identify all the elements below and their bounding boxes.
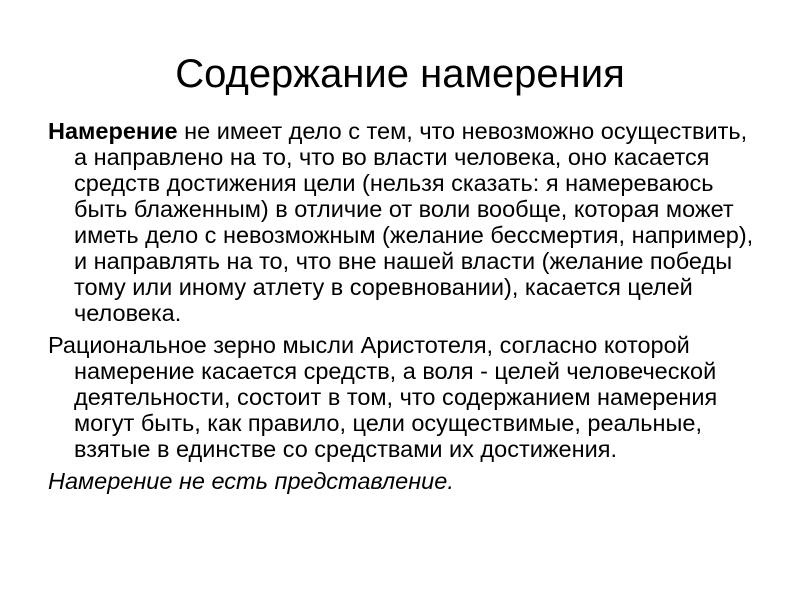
term-intention: Намерение <box>48 118 178 144</box>
paragraph-text: не имеет дело с тем, что невозможно осуществить, а направлено на то, что во власти человека, оно касается средств достижения цели (нельзя сказать: я намереваюсь быть блаженным) в отличие от воли вообще, которая может иметь дело с невозможным (желание бессмертия, например), и направлять на то, что вне нашей власти (желание победы тому или иному атлету в соревновании), касается целей человека. <box>74 118 754 326</box>
slide-title: Содержание намерения <box>175 52 625 96</box>
paragraph-text: Намерение не есть представление. <box>48 468 454 494</box>
paragraph-text: Рациональное зерно мысли Аристотеля, согласно которой намерение касается средств, а воля - целей человеческой деятельности, состоит в том, что содержанием намерения могут быть, как правило, цели осуществимые, реальные, взятые в единстве со средствами их достижения. <box>48 332 718 462</box>
paragraph-conclusion <box>48 468 760 494</box>
paragraph-aristotle <box>48 332 760 462</box>
paragraph-intention-definition <box>48 118 760 326</box>
slide-body <box>48 118 760 499</box>
